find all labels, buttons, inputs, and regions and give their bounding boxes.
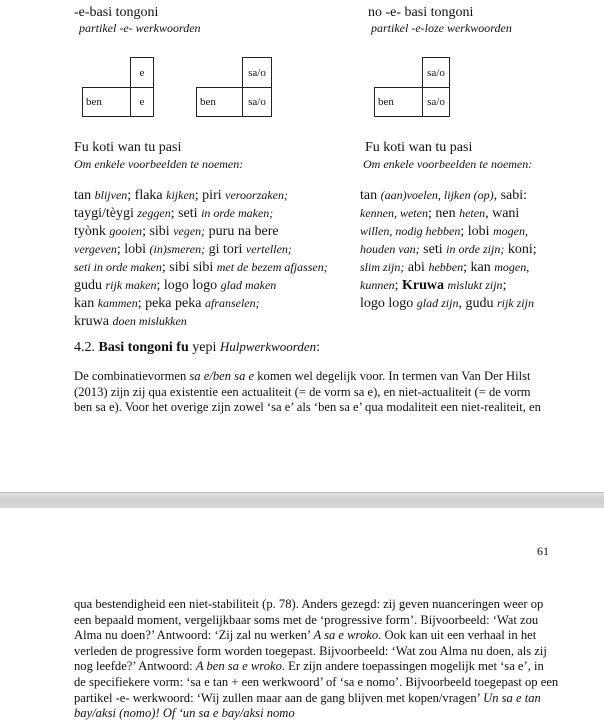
text-segment: houden van; [360, 242, 420, 256]
text-segment: de specifiekere vorm: ‘sa e tan + een werkwoord’ of ‘sa e nomo’. Bijvoorbeeld toegepast op een [74, 674, 559, 689]
text-segment: vergeven [74, 242, 117, 256]
text-segment: willen, nodig hebben [360, 224, 461, 238]
text-segment: gi tori [205, 242, 246, 257]
text-segment: (aan)voelen, lijken (op) [380, 188, 494, 202]
paragraph-bottom [74, 597, 559, 722]
text-segment: een bepaald moment, vergelijkbaar soms met de ‘progressive form’. Bijvoorbeeld: ‘Wat zou [74, 612, 539, 627]
text-segment: kennen, weten [360, 206, 428, 220]
text-segment: in orde zijn; [446, 242, 505, 256]
text-segment: kijken [166, 188, 195, 202]
text-segment: hebben [428, 260, 464, 274]
text-segment: rijk maken [105, 278, 157, 292]
left-subheading: partikel -e- werkwoorden [79, 21, 201, 35]
section-number: 4.2. [74, 340, 95, 355]
text-segment: ; sibi sibi [161, 260, 217, 275]
text-segment: Un sa e tan [483, 690, 541, 705]
text-segment: gooien [109, 224, 143, 238]
section-title-italic: Hulpwerkwoorden [219, 339, 317, 354]
paragraph-line [74, 369, 536, 385]
text-segment: A ben sa e wroko [195, 659, 282, 674]
text-segment: De combinatievormen [74, 369, 190, 383]
example-line [360, 240, 537, 259]
example-line [360, 258, 529, 277]
text-segment: A sa e wroko [313, 628, 379, 643]
example-line [360, 186, 527, 205]
text-segment: Alma nu doen?’ Antwoord: ‘Zij zal nu werken’ [74, 628, 314, 643]
text-segment: ; logo logo [156, 278, 221, 293]
diagram1-bottom-right-cell: e [130, 87, 154, 117]
text-segment: bay/aksi (nomo)! Of ‘un sa e bay/aksi nomo [74, 706, 295, 721]
text-segment: veroorzaken; [225, 188, 289, 202]
text-segment: blijven [94, 188, 128, 202]
text-segment: puru na bere [205, 224, 279, 239]
section-title [74, 339, 320, 356]
text-segment: mogen, [493, 224, 528, 238]
text-segment: rijk zijn [496, 296, 534, 310]
text-segment: ; piri [194, 188, 226, 203]
text-segment: ; nen [427, 206, 460, 221]
text-segment: tan [74, 188, 95, 203]
diagram2-bottom-left-cell: ben [196, 87, 243, 117]
paragraph-line [74, 612, 539, 629]
text-segment: vegen; [173, 224, 206, 238]
text-segment: afranselen; [204, 296, 260, 310]
diagram1-top-cell: e [130, 57, 154, 88]
text-segment: kunnen [360, 278, 395, 292]
diagram1-bottom-left-cell: ben [82, 87, 131, 117]
text-segment: koni; [504, 242, 537, 257]
text-segment: ; peka peka [137, 296, 205, 311]
text-segment: ; lobi [460, 224, 493, 239]
paragraph-top [74, 369, 541, 416]
text-segment: slim zijn; [360, 260, 405, 274]
text-segment: tan [360, 188, 381, 203]
page-number: 61 [537, 544, 549, 558]
example-line [74, 186, 288, 205]
text-segment: ; [502, 278, 507, 293]
diagram2-top-cell: sa/o [242, 57, 272, 88]
example-line [74, 312, 187, 331]
diagram3-top-cell: sa/o [422, 57, 450, 88]
paragraph-line [74, 400, 541, 416]
text-segment: met de bezem afjassen; [216, 260, 328, 274]
text-segment: partikel -e- werkwoord: ‘Wij zullen maar aan de gang blijven met kopen/vragen’ [74, 690, 484, 705]
text-segment: mogen, [494, 260, 530, 274]
text-segment: gudu [74, 278, 106, 293]
text-segment: . Ook kan uit een verhaal in het [378, 628, 537, 643]
section-title-bold: Basi tongoni fu [98, 340, 189, 355]
text-segment: kammen [97, 296, 138, 310]
text-segment: seti [74, 260, 94, 274]
text-segment: sa e/ben sa e [189, 369, 255, 383]
example-line [360, 204, 519, 223]
paragraph-line [74, 706, 536, 722]
text-segment: Kruwa [402, 278, 445, 293]
text-segment: doen mislukken [112, 314, 187, 328]
text-segment: heten [459, 206, 486, 220]
example-line [360, 222, 528, 241]
left-examples-subheading: Om enkele voorbeelden te noemen: [74, 157, 244, 171]
text-segment: logo logo [360, 296, 417, 311]
text-segment: glad zijn [416, 296, 459, 310]
text-segment: vertellen; [245, 242, 292, 256]
text-segment: in orde maken; [201, 206, 274, 220]
paragraph-line [74, 674, 559, 691]
text-segment: , gudu [458, 296, 497, 311]
text-segment: seti [419, 242, 447, 257]
example-line [74, 258, 328, 277]
text-segment: ; flaka [127, 188, 167, 203]
text-segment: ; [394, 278, 403, 293]
example-line [74, 204, 273, 223]
page-bottom [0, 508, 604, 721]
text-segment: glad maken [220, 278, 277, 292]
diagram2-bottom-right-cell: sa/o [242, 87, 272, 117]
text-segment: verleden de progressive form worden toegepast. Bijvoorbeeld: ‘Wat zou Alma nu doen, als zij [74, 643, 547, 658]
text-segment: abi [404, 260, 429, 275]
text-segment: . Er zijn andere toepassingen mogelijk met ‘sa e’, in [281, 659, 544, 674]
paragraph-line [74, 659, 544, 675]
example-line [74, 222, 279, 241]
paragraph-line [74, 628, 536, 644]
text-segment: nog leefde?’ Antwoord: [74, 659, 196, 674]
text-segment: zeggen [137, 206, 171, 220]
paragraph-line [74, 643, 547, 660]
example-line [360, 294, 534, 313]
text-segment: , wani [485, 206, 520, 221]
text-segment: kruwa [74, 314, 113, 329]
text-segment: ben sa e). Voor het overige zijn zowel ‘sa e’ als ‘ben sa e’ qua modaliteit een niet-realiteit, en [74, 400, 541, 415]
text-segment: ; seti [170, 206, 202, 221]
diagram3-bottom-right-cell: sa/o [422, 87, 450, 117]
paragraph-line [74, 385, 536, 401]
text-segment: ; kan [463, 260, 495, 275]
text-segment: ; lobi [116, 242, 150, 257]
diagram3-bottom-left-cell: ben [374, 87, 423, 117]
paragraph-line [74, 690, 541, 707]
left-examples-heading: Fu koti wan tu pasi [74, 140, 182, 155]
text-segment: komen wel degelijk voor. In termen van Van Der Hilst [254, 369, 531, 383]
left-heading: -e-basi tongoni [74, 5, 159, 20]
section-title-rest: yepi [188, 340, 220, 355]
text-segment: kan [74, 296, 98, 311]
text-segment: qua bestendigheid een niet-stabiliteit (p. 78). Anders gezegd: zij geven nuanceringen weer op [74, 597, 544, 611]
text-segment: in orde maken [93, 260, 162, 274]
right-heading: no -e- basi tongoni [368, 5, 474, 20]
example-line [74, 294, 260, 313]
paragraph-line [74, 597, 544, 613]
text-segment: ; sibi [142, 224, 174, 239]
right-examples-subheading: Om enkele voorbeelden te noemen: [363, 157, 533, 171]
right-subheading: partikel -e-loze werkwoorden [371, 21, 512, 35]
text-segment: , sabi: [493, 188, 528, 203]
text-segment: tyònk [74, 224, 110, 239]
text-segment: (in)smeren; [149, 242, 206, 256]
right-examples-heading: Fu koti wan tu pasi [365, 140, 473, 155]
text-segment: mislukt zijn [447, 278, 503, 292]
text-segment: taygi/tèygi [74, 206, 138, 221]
example-line [74, 276, 276, 295]
section-title-end: : [316, 340, 321, 355]
text-segment: (2013) zijn zij qua existentie een actualiteit (= de vorm sa e), en niet-actualiteit (= de vorm [74, 384, 531, 399]
example-line [360, 276, 506, 295]
example-line [74, 240, 292, 259]
